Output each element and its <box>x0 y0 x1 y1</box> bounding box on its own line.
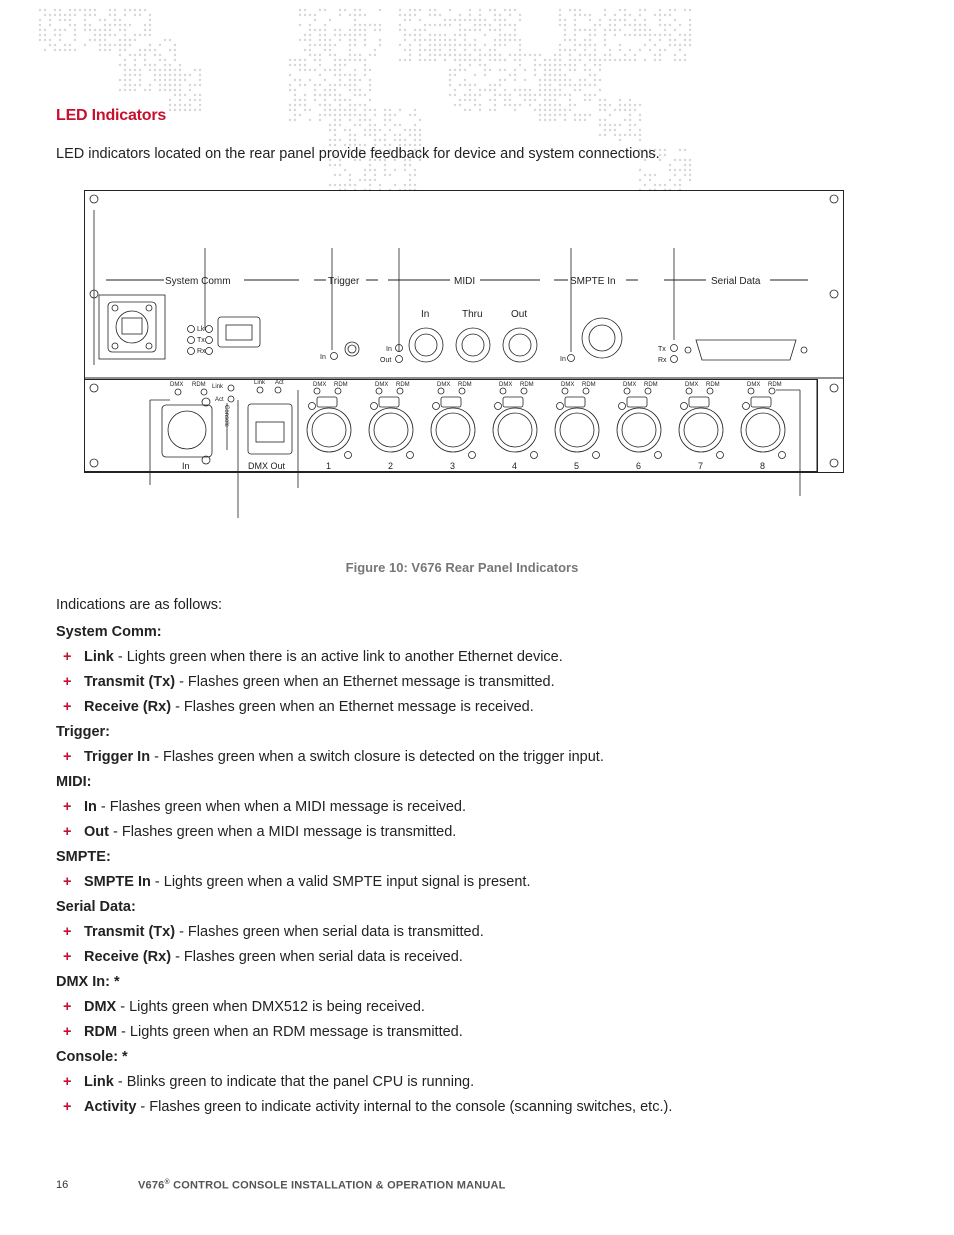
label-console-link: Link <box>212 384 224 390</box>
label-dmx-in: In <box>182 461 190 471</box>
list-item <box>56 698 916 716</box>
callout-lines-upper <box>205 248 674 352</box>
list-item <box>56 873 916 891</box>
list-item <box>56 1073 916 1091</box>
dmx-output-ports <box>307 382 786 471</box>
dmx-port-6 <box>617 382 662 471</box>
footer-manual-title: V676® CONTROL CONSOLE INSTALLATION & OPERATION MANUAL <box>138 1179 506 1192</box>
port-number-label: 5 <box>574 461 580 471</box>
label-midi-in: In <box>421 309 430 320</box>
label-dmxin-rdm: RDM <box>192 382 206 388</box>
item-description: - Flashes green to indicate activity internal to the console (scanning switches, etc.). <box>136 1099 673 1115</box>
port-dmx-label: DMX <box>499 382 513 388</box>
plus-bullet-icon: + <box>63 874 72 890</box>
port-number-label: 2 <box>388 461 394 471</box>
dmx-port-3 <box>431 382 476 471</box>
label-smpte-in: SMPTE In <box>570 276 616 287</box>
plus-bullet-icon: + <box>63 749 72 765</box>
port-number-label: 1 <box>326 461 332 471</box>
dmx-port-5 <box>555 382 600 471</box>
label-serial-rx: Rx <box>658 357 667 364</box>
port-dmx-label: DMX <box>623 382 637 388</box>
plus-bullet-icon: + <box>63 799 72 815</box>
item-term: Link <box>84 1074 114 1090</box>
label-serial-data: Serial Data <box>711 276 761 287</box>
item-description: - Lights green when an RDM message is transmitted. <box>117 1024 463 1040</box>
label-smpte-led-in: In <box>560 356 566 363</box>
plus-bullet-icon: + <box>63 924 72 940</box>
list-item <box>56 1023 916 1041</box>
item-description: - Lights green when a valid SMPTE input signal is present. <box>150 874 531 890</box>
label-dmxout-link: Link <box>254 380 266 386</box>
plus-bullet-icon: + <box>63 1099 72 1115</box>
plus-bullet-icon: + <box>63 674 72 690</box>
label-lk: Lk <box>197 326 205 333</box>
plus-bullet-icon: + <box>63 699 72 715</box>
item-description: - Flashes green when when a MIDI message is received. <box>96 799 467 815</box>
label-trigger-in: In <box>320 354 326 361</box>
group-heading: SMPTE: <box>56 849 111 865</box>
port-rdm-label: RDM <box>334 382 348 388</box>
plus-bullet-icon: + <box>63 949 72 965</box>
label-midi-led-out: Out <box>380 357 392 364</box>
port-rdm-label: RDM <box>458 382 472 388</box>
item-term: DMX <box>84 999 117 1015</box>
plus-bullet-icon: + <box>63 1024 72 1040</box>
indications-list <box>56 596 916 1123</box>
item-term: Link <box>84 649 114 665</box>
list-item <box>56 923 916 941</box>
label-trigger: Trigger <box>328 276 360 287</box>
group-heading: MIDI: <box>56 774 92 790</box>
port-rdm-label: RDM <box>644 382 658 388</box>
figure-caption: Figure 10: V676 Rear Panel Indicators <box>345 560 579 575</box>
group-heading: System Comm: <box>56 624 162 640</box>
list-item <box>56 673 916 691</box>
item-description: - Flashes green when serial data is transmitted. <box>175 924 484 940</box>
label-midi-thru: Thru <box>462 309 483 320</box>
plus-bullet-icon: + <box>63 824 72 840</box>
item-description: - Flashes green when a MIDI message is transmitted. <box>108 824 457 840</box>
dmx-port-7 <box>679 382 724 471</box>
port-rdm-label: RDM <box>582 382 596 388</box>
item-description: - Flashes green when a switch closure is detected on the trigger input. <box>150 749 604 765</box>
intro-paragraph: LED indicators located on the rear panel provide feedback for device and system connections. <box>56 146 660 162</box>
port-dmx-label: DMX <box>437 382 451 388</box>
list-item <box>56 748 916 766</box>
port-number-label: 6 <box>636 461 642 471</box>
port-dmx-label: DMX <box>375 382 389 388</box>
dmx-port-1 <box>307 382 352 471</box>
item-term: Transmit (Tx) <box>84 924 176 940</box>
label-console: Console <box>223 405 229 428</box>
label-dmxout-act: Act <box>275 380 284 386</box>
section-title: LED Indicators <box>56 107 167 124</box>
list-item <box>56 823 916 841</box>
item-term: In <box>84 799 97 815</box>
label-system-comm: System Comm <box>165 276 231 287</box>
dmx-port-4 <box>493 382 538 471</box>
item-description: - Blinks green to indicate that the panel CPU is running. <box>113 1074 475 1090</box>
list-item <box>56 648 916 666</box>
port-number-label: 4 <box>512 461 518 471</box>
group-heading: DMX In: * <box>56 974 120 990</box>
item-description: - Flashes green when an Ethernet message is transmitted. <box>175 674 555 690</box>
item-term: Activity <box>84 1099 137 1115</box>
label-dmxin-dmx: DMX <box>170 382 184 388</box>
dmx-port-8 <box>741 382 786 471</box>
page-number: 16 <box>56 1179 69 1191</box>
item-term: Transmit (Tx) <box>84 674 176 690</box>
plus-bullet-icon: + <box>63 649 72 665</box>
port-number-label: 3 <box>450 461 456 471</box>
item-term: SMPTE In <box>84 874 151 890</box>
port-rdm-label: RDM <box>706 382 720 388</box>
port-dmx-label: DMX <box>313 382 327 388</box>
list-item <box>56 998 916 1016</box>
label-midi-out: Out <box>511 309 528 320</box>
item-description: - Lights green when there is an active link to another Ethernet device. <box>113 649 563 665</box>
port-number-label: 7 <box>698 461 704 471</box>
plus-bullet-icon: + <box>63 999 72 1015</box>
plus-bullet-icon: + <box>63 1074 72 1090</box>
port-number-label: 8 <box>760 461 766 471</box>
item-term: Out <box>84 824 109 840</box>
port-dmx-label: DMX <box>685 382 699 388</box>
item-term: Receive (Rx) <box>84 949 172 965</box>
group-heading: Trigger: <box>56 724 110 740</box>
label-dmx-out: DMX Out <box>248 461 286 471</box>
port-dmx-label: DMX <box>561 382 575 388</box>
label-tx: Tx <box>197 337 205 344</box>
label-midi: MIDI <box>454 276 476 287</box>
item-term: RDM <box>84 1024 118 1040</box>
dmx-port-2 <box>369 382 414 471</box>
item-term: Receive (Rx) <box>84 699 172 715</box>
rear-panel-figure <box>84 190 844 520</box>
item-description: - Lights green when DMX512 is being received. <box>116 999 425 1015</box>
list-item <box>56 948 916 966</box>
item-description: - Flashes green when an Ethernet message is received. <box>171 699 534 715</box>
port-dmx-label: DMX <box>747 382 761 388</box>
label-rx: Rx <box>197 348 206 355</box>
item-description: - Flashes green when serial data is received. <box>171 949 463 965</box>
port-rdm-label: RDM <box>768 382 782 388</box>
world-map-background <box>0 0 954 200</box>
list-item <box>56 1098 916 1116</box>
label-serial-tx: Tx <box>658 346 666 353</box>
group-heading: Serial Data: <box>56 899 136 915</box>
label-console-act: Act <box>215 397 224 403</box>
group-heading: Console: * <box>56 1049 128 1065</box>
port-rdm-label: RDM <box>520 382 534 388</box>
list-item <box>56 798 916 816</box>
item-term: Trigger In <box>84 749 151 765</box>
label-midi-led-in: In <box>386 346 392 353</box>
indications-lead: Indications are as follows: <box>56 597 223 613</box>
port-rdm-label: RDM <box>396 382 410 388</box>
